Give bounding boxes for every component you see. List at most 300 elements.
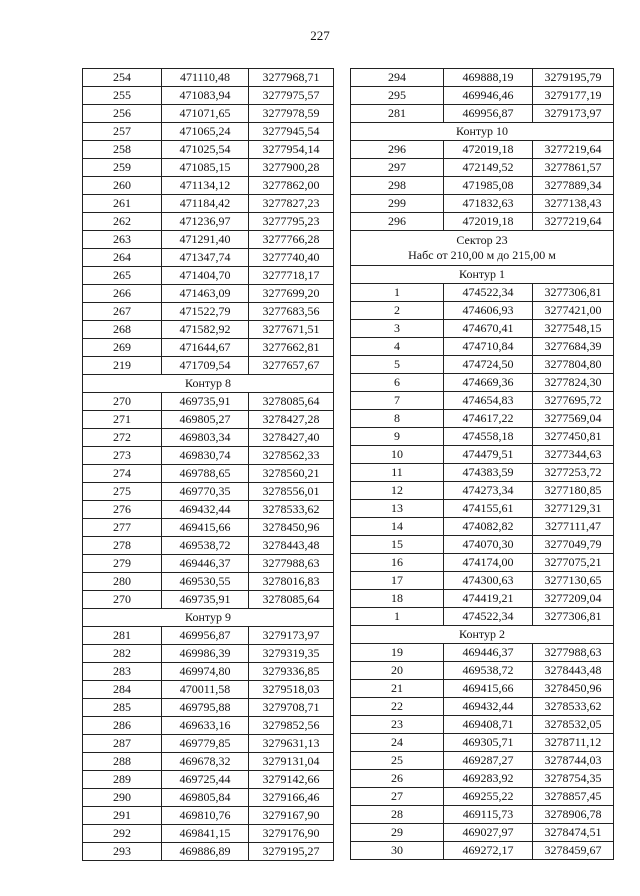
x-coordinate-cell: 474070,30 bbox=[444, 536, 533, 554]
y-coordinate-cell: 3278560,21 bbox=[249, 465, 334, 483]
y-coordinate-cell: 3277075,21 bbox=[533, 554, 614, 572]
x-coordinate-cell: 474273,34 bbox=[444, 482, 533, 500]
x-coordinate-cell: 474300,63 bbox=[444, 572, 533, 590]
x-coordinate-cell: 471065,24 bbox=[162, 123, 249, 141]
y-coordinate-cell: 3277138,43 bbox=[533, 195, 614, 213]
point-number-cell: 266 bbox=[83, 285, 162, 303]
y-coordinate-cell: 3279142,66 bbox=[249, 771, 334, 789]
table-row bbox=[83, 501, 334, 519]
point-number-cell: 288 bbox=[83, 753, 162, 771]
point-number-cell: 265 bbox=[83, 267, 162, 285]
y-coordinate-cell: 3277306,81 bbox=[533, 608, 614, 626]
contour-title: Контур 10 bbox=[351, 123, 614, 141]
page-number: 227 bbox=[310, 28, 330, 43]
table-row bbox=[351, 464, 614, 482]
y-coordinate-cell: 3278532,05 bbox=[533, 716, 614, 734]
point-number-cell: 11 bbox=[351, 464, 444, 482]
point-number-cell: 19 bbox=[351, 644, 444, 662]
coordinates-table-left-body bbox=[83, 69, 334, 861]
table-row bbox=[83, 123, 334, 141]
point-number-cell: 12 bbox=[351, 482, 444, 500]
table-row bbox=[83, 753, 334, 771]
x-coordinate-cell: 474710,84 bbox=[444, 338, 533, 356]
y-coordinate-cell: 3278533,62 bbox=[249, 501, 334, 519]
contour-title: Контур 1 bbox=[351, 266, 614, 284]
y-coordinate-cell: 3279336,85 bbox=[249, 663, 334, 681]
point-number-cell: 257 bbox=[83, 123, 162, 141]
table-row bbox=[83, 267, 334, 285]
table-row bbox=[351, 500, 614, 518]
point-number-cell: 276 bbox=[83, 501, 162, 519]
y-coordinate-cell: 3279631,13 bbox=[249, 735, 334, 753]
y-coordinate-cell: 3278443,48 bbox=[533, 662, 614, 680]
point-number-cell: 275 bbox=[83, 483, 162, 501]
x-coordinate-cell: 469283,92 bbox=[444, 770, 533, 788]
table-row bbox=[83, 285, 334, 303]
point-number-cell: 296 bbox=[351, 141, 444, 159]
table-row bbox=[83, 429, 334, 447]
point-number-cell: 283 bbox=[83, 663, 162, 681]
table-row bbox=[351, 338, 614, 356]
point-number-cell: 13 bbox=[351, 500, 444, 518]
y-coordinate-cell: 3277795,23 bbox=[249, 213, 334, 231]
table-row bbox=[83, 789, 334, 807]
point-number-cell: 256 bbox=[83, 105, 162, 123]
point-number-cell: 296 bbox=[351, 213, 444, 231]
x-coordinate-cell: 471709,54 bbox=[162, 357, 249, 375]
y-coordinate-cell: 3277548,15 bbox=[533, 320, 614, 338]
y-coordinate-cell: 3279173,97 bbox=[249, 627, 334, 645]
x-coordinate-cell: 474082,82 bbox=[444, 518, 533, 536]
contour-heading-row bbox=[351, 266, 614, 284]
x-coordinate-cell: 471985,08 bbox=[444, 177, 533, 195]
y-coordinate-cell: 3277219,64 bbox=[533, 213, 614, 231]
x-coordinate-cell: 474174,00 bbox=[444, 554, 533, 572]
y-coordinate-cell: 3277740,40 bbox=[249, 249, 334, 267]
x-coordinate-cell: 469735,91 bbox=[162, 393, 249, 411]
y-coordinate-cell: 3277945,54 bbox=[249, 123, 334, 141]
point-number-cell: 278 bbox=[83, 537, 162, 555]
point-number-cell: 279 bbox=[83, 555, 162, 573]
y-coordinate-cell: 3278754,35 bbox=[533, 770, 614, 788]
table-row bbox=[351, 374, 614, 392]
y-coordinate-cell: 3277862,00 bbox=[249, 177, 334, 195]
y-coordinate-cell: 3277130,65 bbox=[533, 572, 614, 590]
table-row bbox=[83, 555, 334, 573]
table-row bbox=[83, 411, 334, 429]
y-coordinate-cell: 3278459,67 bbox=[533, 842, 614, 860]
table-row bbox=[83, 87, 334, 105]
x-coordinate-cell: 471071,65 bbox=[162, 105, 249, 123]
point-number-cell: 290 bbox=[83, 789, 162, 807]
table-row bbox=[351, 698, 614, 716]
x-coordinate-cell: 471463,09 bbox=[162, 285, 249, 303]
x-coordinate-cell: 471291,40 bbox=[162, 231, 249, 249]
point-number-cell: 268 bbox=[83, 321, 162, 339]
y-coordinate-cell: 3279195,79 bbox=[533, 69, 614, 87]
x-coordinate-cell: 469255,22 bbox=[444, 788, 533, 806]
x-coordinate-cell: 474522,34 bbox=[444, 284, 533, 302]
y-coordinate-cell: 3279131,04 bbox=[249, 753, 334, 771]
point-number-cell: 284 bbox=[83, 681, 162, 699]
point-number-cell: 20 bbox=[351, 662, 444, 680]
point-number-cell: 7 bbox=[351, 392, 444, 410]
x-coordinate-cell: 471644,67 bbox=[162, 339, 249, 357]
y-coordinate-cell: 3277684,39 bbox=[533, 338, 614, 356]
y-coordinate-cell: 3279177,19 bbox=[533, 87, 614, 105]
sector-title: Сектор 23 bbox=[456, 233, 508, 247]
x-coordinate-cell: 472019,18 bbox=[444, 141, 533, 159]
x-coordinate-cell: 469678,32 bbox=[162, 753, 249, 771]
point-number-cell: 293 bbox=[83, 843, 162, 861]
x-coordinate-cell: 474670,41 bbox=[444, 320, 533, 338]
y-coordinate-cell: 3277180,85 bbox=[533, 482, 614, 500]
table-row bbox=[351, 356, 614, 374]
point-number-cell: 264 bbox=[83, 249, 162, 267]
point-number-cell: 16 bbox=[351, 554, 444, 572]
x-coordinate-cell: 474724,50 bbox=[444, 356, 533, 374]
point-number-cell: 274 bbox=[83, 465, 162, 483]
point-number-cell: 285 bbox=[83, 699, 162, 717]
x-coordinate-cell: 471134,12 bbox=[162, 177, 249, 195]
table-row bbox=[83, 843, 334, 861]
y-coordinate-cell: 3277804,80 bbox=[533, 356, 614, 374]
y-coordinate-cell: 3277671,51 bbox=[249, 321, 334, 339]
point-number-cell: 4 bbox=[351, 338, 444, 356]
y-coordinate-cell: 3278085,64 bbox=[249, 591, 334, 609]
x-coordinate-cell: 470011,58 bbox=[162, 681, 249, 699]
table-row bbox=[83, 807, 334, 825]
contour-heading-row bbox=[351, 123, 614, 141]
table-row bbox=[83, 339, 334, 357]
x-coordinate-cell: 469633,16 bbox=[162, 717, 249, 735]
table-row bbox=[351, 302, 614, 320]
x-coordinate-cell: 471085,15 bbox=[162, 159, 249, 177]
y-coordinate-cell: 3278427,28 bbox=[249, 411, 334, 429]
table-row bbox=[351, 590, 614, 608]
point-number-cell: 262 bbox=[83, 213, 162, 231]
x-coordinate-cell: 474669,36 bbox=[444, 374, 533, 392]
x-coordinate-cell: 474419,21 bbox=[444, 590, 533, 608]
x-coordinate-cell: 471110,48 bbox=[162, 69, 249, 87]
y-coordinate-cell: 3277988,63 bbox=[249, 555, 334, 573]
x-coordinate-cell: 469830,74 bbox=[162, 447, 249, 465]
point-number-cell: 289 bbox=[83, 771, 162, 789]
point-number-cell: 263 bbox=[83, 231, 162, 249]
x-coordinate-cell: 469538,72 bbox=[162, 537, 249, 555]
point-number-cell: 281 bbox=[351, 105, 444, 123]
x-coordinate-cell: 471083,94 bbox=[162, 87, 249, 105]
contour-heading-row bbox=[351, 626, 614, 644]
sector-heading bbox=[351, 231, 614, 266]
table-row bbox=[83, 69, 334, 87]
table-row bbox=[351, 806, 614, 824]
table-row bbox=[83, 195, 334, 213]
x-coordinate-cell: 471184,42 bbox=[162, 195, 249, 213]
y-coordinate-cell: 3277219,64 bbox=[533, 141, 614, 159]
point-number-cell: 298 bbox=[351, 177, 444, 195]
x-coordinate-cell: 469986,39 bbox=[162, 645, 249, 663]
table-row bbox=[83, 717, 334, 735]
x-coordinate-cell: 471582,92 bbox=[162, 321, 249, 339]
point-number-cell: 291 bbox=[83, 807, 162, 825]
x-coordinate-cell: 472149,52 bbox=[444, 159, 533, 177]
table-row bbox=[83, 357, 334, 375]
x-coordinate-cell: 474606,93 bbox=[444, 302, 533, 320]
y-coordinate-cell: 3278085,64 bbox=[249, 393, 334, 411]
point-number-cell: 258 bbox=[83, 141, 162, 159]
x-coordinate-cell: 469446,37 bbox=[444, 644, 533, 662]
y-coordinate-cell: 3277657,67 bbox=[249, 357, 334, 375]
point-number-cell: 295 bbox=[351, 87, 444, 105]
point-number-cell: 297 bbox=[351, 159, 444, 177]
x-coordinate-cell: 469956,87 bbox=[162, 627, 249, 645]
point-number-cell: 18 bbox=[351, 590, 444, 608]
y-coordinate-cell: 3277699,20 bbox=[249, 285, 334, 303]
x-coordinate-cell: 472019,18 bbox=[444, 213, 533, 231]
table-row bbox=[351, 177, 614, 195]
point-number-cell: 271 bbox=[83, 411, 162, 429]
x-coordinate-cell: 471025,54 bbox=[162, 141, 249, 159]
table-row bbox=[351, 536, 614, 554]
y-coordinate-cell: 3277954,14 bbox=[249, 141, 334, 159]
point-number-cell: 254 bbox=[83, 69, 162, 87]
y-coordinate-cell: 3277766,28 bbox=[249, 231, 334, 249]
point-number-cell: 260 bbox=[83, 177, 162, 195]
y-coordinate-cell: 3277968,71 bbox=[249, 69, 334, 87]
x-coordinate-cell: 471522,79 bbox=[162, 303, 249, 321]
x-coordinate-cell: 469272,17 bbox=[444, 842, 533, 860]
table-row bbox=[83, 663, 334, 681]
y-coordinate-cell: 3277344,63 bbox=[533, 446, 614, 464]
point-number-cell: 261 bbox=[83, 195, 162, 213]
point-number-cell: 25 bbox=[351, 752, 444, 770]
point-number-cell: 21 bbox=[351, 680, 444, 698]
x-coordinate-cell: 469115,73 bbox=[444, 806, 533, 824]
sector-heading-row bbox=[351, 231, 614, 266]
table-row bbox=[351, 572, 614, 590]
point-number-cell: 277 bbox=[83, 519, 162, 537]
x-coordinate-cell: 469432,44 bbox=[444, 698, 533, 716]
table-row bbox=[351, 734, 614, 752]
table-row bbox=[351, 824, 614, 842]
point-number-cell: 27 bbox=[351, 788, 444, 806]
y-coordinate-cell: 3277695,72 bbox=[533, 392, 614, 410]
y-coordinate-cell: 3278744,03 bbox=[533, 752, 614, 770]
y-coordinate-cell: 3277662,81 bbox=[249, 339, 334, 357]
table-row bbox=[83, 591, 334, 609]
point-number-cell: 287 bbox=[83, 735, 162, 753]
point-number-cell: 281 bbox=[83, 627, 162, 645]
x-coordinate-cell: 469415,66 bbox=[444, 680, 533, 698]
x-coordinate-cell: 469415,66 bbox=[162, 519, 249, 537]
point-number-cell: 10 bbox=[351, 446, 444, 464]
x-coordinate-cell: 469946,46 bbox=[444, 87, 533, 105]
table-row bbox=[83, 573, 334, 591]
x-coordinate-cell: 469770,35 bbox=[162, 483, 249, 501]
table-row bbox=[351, 213, 614, 231]
table-row bbox=[83, 105, 334, 123]
y-coordinate-cell: 3278533,62 bbox=[533, 698, 614, 716]
y-coordinate-cell: 3277861,57 bbox=[533, 159, 614, 177]
table-row bbox=[83, 825, 334, 843]
point-number-cell: 2 bbox=[351, 302, 444, 320]
point-number-cell: 1 bbox=[351, 608, 444, 626]
point-number-cell: 17 bbox=[351, 572, 444, 590]
x-coordinate-cell: 469841,15 bbox=[162, 825, 249, 843]
table-row bbox=[351, 446, 614, 464]
point-number-cell: 1 bbox=[351, 284, 444, 302]
contour-title: Контур 2 bbox=[351, 626, 614, 644]
table-row bbox=[83, 177, 334, 195]
y-coordinate-cell: 3278711,12 bbox=[533, 734, 614, 752]
point-number-cell: 270 bbox=[83, 393, 162, 411]
table-row bbox=[83, 159, 334, 177]
table-row bbox=[83, 699, 334, 717]
table-row bbox=[351, 662, 614, 680]
x-coordinate-cell: 469956,87 bbox=[444, 105, 533, 123]
contour-title: Контур 8 bbox=[83, 375, 334, 393]
x-coordinate-cell: 469803,34 bbox=[162, 429, 249, 447]
y-coordinate-cell: 3278562,33 bbox=[249, 447, 334, 465]
contour-title: Контур 9 bbox=[83, 609, 334, 627]
table-row bbox=[83, 519, 334, 537]
y-coordinate-cell: 3279852,56 bbox=[249, 717, 334, 735]
y-coordinate-cell: 3278427,40 bbox=[249, 429, 334, 447]
x-coordinate-cell: 471832,63 bbox=[444, 195, 533, 213]
y-coordinate-cell: 3277978,59 bbox=[249, 105, 334, 123]
table-row bbox=[83, 249, 334, 267]
y-coordinate-cell: 3277111,47 bbox=[533, 518, 614, 536]
point-number-cell: 6 bbox=[351, 374, 444, 392]
point-number-cell: 23 bbox=[351, 716, 444, 734]
y-coordinate-cell: 3279518,03 bbox=[249, 681, 334, 699]
point-number-cell: 299 bbox=[351, 195, 444, 213]
y-coordinate-cell: 3277209,04 bbox=[533, 590, 614, 608]
y-coordinate-cell: 3277253,72 bbox=[533, 464, 614, 482]
table-row bbox=[83, 537, 334, 555]
table-row bbox=[351, 518, 614, 536]
table-row bbox=[351, 159, 614, 177]
table-row bbox=[351, 770, 614, 788]
point-number-cell: 292 bbox=[83, 825, 162, 843]
x-coordinate-cell: 469432,44 bbox=[162, 501, 249, 519]
x-coordinate-cell: 474155,61 bbox=[444, 500, 533, 518]
table-row bbox=[83, 213, 334, 231]
table-row bbox=[351, 195, 614, 213]
x-coordinate-cell: 469725,44 bbox=[162, 771, 249, 789]
y-coordinate-cell: 3278450,96 bbox=[533, 680, 614, 698]
table-row bbox=[83, 303, 334, 321]
x-coordinate-cell: 474654,83 bbox=[444, 392, 533, 410]
table-row bbox=[351, 141, 614, 159]
table-row bbox=[83, 141, 334, 159]
x-coordinate-cell: 471347,74 bbox=[162, 249, 249, 267]
table-row bbox=[351, 680, 614, 698]
coordinates-table-left bbox=[82, 68, 334, 861]
table-row bbox=[83, 645, 334, 663]
point-number-cell: 255 bbox=[83, 87, 162, 105]
point-number-cell: 28 bbox=[351, 806, 444, 824]
x-coordinate-cell: 469538,72 bbox=[444, 662, 533, 680]
point-number-cell: 294 bbox=[351, 69, 444, 87]
x-coordinate-cell: 471236,97 bbox=[162, 213, 249, 231]
x-coordinate-cell: 469446,37 bbox=[162, 555, 249, 573]
point-number-cell: 280 bbox=[83, 573, 162, 591]
x-coordinate-cell: 469974,80 bbox=[162, 663, 249, 681]
x-coordinate-cell: 469530,55 bbox=[162, 573, 249, 591]
y-coordinate-cell: 3278443,48 bbox=[249, 537, 334, 555]
y-coordinate-cell: 3277683,56 bbox=[249, 303, 334, 321]
point-number-cell: 14 bbox=[351, 518, 444, 536]
y-coordinate-cell: 3277569,04 bbox=[533, 410, 614, 428]
table-row bbox=[83, 465, 334, 483]
table-row bbox=[351, 392, 614, 410]
table-row bbox=[83, 231, 334, 249]
y-coordinate-cell: 3278857,45 bbox=[533, 788, 614, 806]
point-number-cell: 270 bbox=[83, 591, 162, 609]
point-number-cell: 24 bbox=[351, 734, 444, 752]
x-coordinate-cell: 469805,27 bbox=[162, 411, 249, 429]
table-row bbox=[351, 87, 614, 105]
y-coordinate-cell: 3277306,81 bbox=[533, 284, 614, 302]
y-coordinate-cell: 3278474,51 bbox=[533, 824, 614, 842]
table-row bbox=[351, 410, 614, 428]
table-row bbox=[351, 105, 614, 123]
table-row bbox=[83, 735, 334, 753]
y-coordinate-cell: 3277450,81 bbox=[533, 428, 614, 446]
contour-heading-row bbox=[83, 609, 334, 627]
y-coordinate-cell: 3277975,57 bbox=[249, 87, 334, 105]
x-coordinate-cell: 474558,18 bbox=[444, 428, 533, 446]
x-coordinate-cell: 469305,71 bbox=[444, 734, 533, 752]
table-row bbox=[351, 482, 614, 500]
table-row bbox=[351, 716, 614, 734]
x-coordinate-cell: 469810,76 bbox=[162, 807, 249, 825]
y-coordinate-cell: 3277718,17 bbox=[249, 267, 334, 285]
y-coordinate-cell: 3278450,96 bbox=[249, 519, 334, 537]
y-coordinate-cell: 3278906,78 bbox=[533, 806, 614, 824]
table-row bbox=[351, 320, 614, 338]
y-coordinate-cell: 3279173,97 bbox=[533, 105, 614, 123]
x-coordinate-cell: 469888,19 bbox=[444, 69, 533, 87]
x-coordinate-cell: 469287,27 bbox=[444, 752, 533, 770]
y-coordinate-cell: 3277129,31 bbox=[533, 500, 614, 518]
point-number-cell: 273 bbox=[83, 447, 162, 465]
x-coordinate-cell: 469788,65 bbox=[162, 465, 249, 483]
table-row bbox=[351, 554, 614, 572]
table-row bbox=[351, 842, 614, 860]
y-coordinate-cell: 3279319,35 bbox=[249, 645, 334, 663]
point-number-cell: 9 bbox=[351, 428, 444, 446]
table-row bbox=[83, 447, 334, 465]
y-coordinate-cell: 3277824,30 bbox=[533, 374, 614, 392]
x-coordinate-cell: 469027,97 bbox=[444, 824, 533, 842]
x-coordinate-cell: 469735,91 bbox=[162, 591, 249, 609]
point-number-cell: 272 bbox=[83, 429, 162, 447]
table-row bbox=[351, 284, 614, 302]
point-number-cell: 259 bbox=[83, 159, 162, 177]
y-coordinate-cell: 3278016,83 bbox=[249, 573, 334, 591]
x-coordinate-cell: 469805,84 bbox=[162, 789, 249, 807]
y-coordinate-cell: 3277900,28 bbox=[249, 159, 334, 177]
x-coordinate-cell: 469795,88 bbox=[162, 699, 249, 717]
x-coordinate-cell: 474479,51 bbox=[444, 446, 533, 464]
table-row bbox=[351, 644, 614, 662]
point-number-cell: 22 bbox=[351, 698, 444, 716]
point-number-cell: 282 bbox=[83, 645, 162, 663]
y-coordinate-cell: 3279176,90 bbox=[249, 825, 334, 843]
